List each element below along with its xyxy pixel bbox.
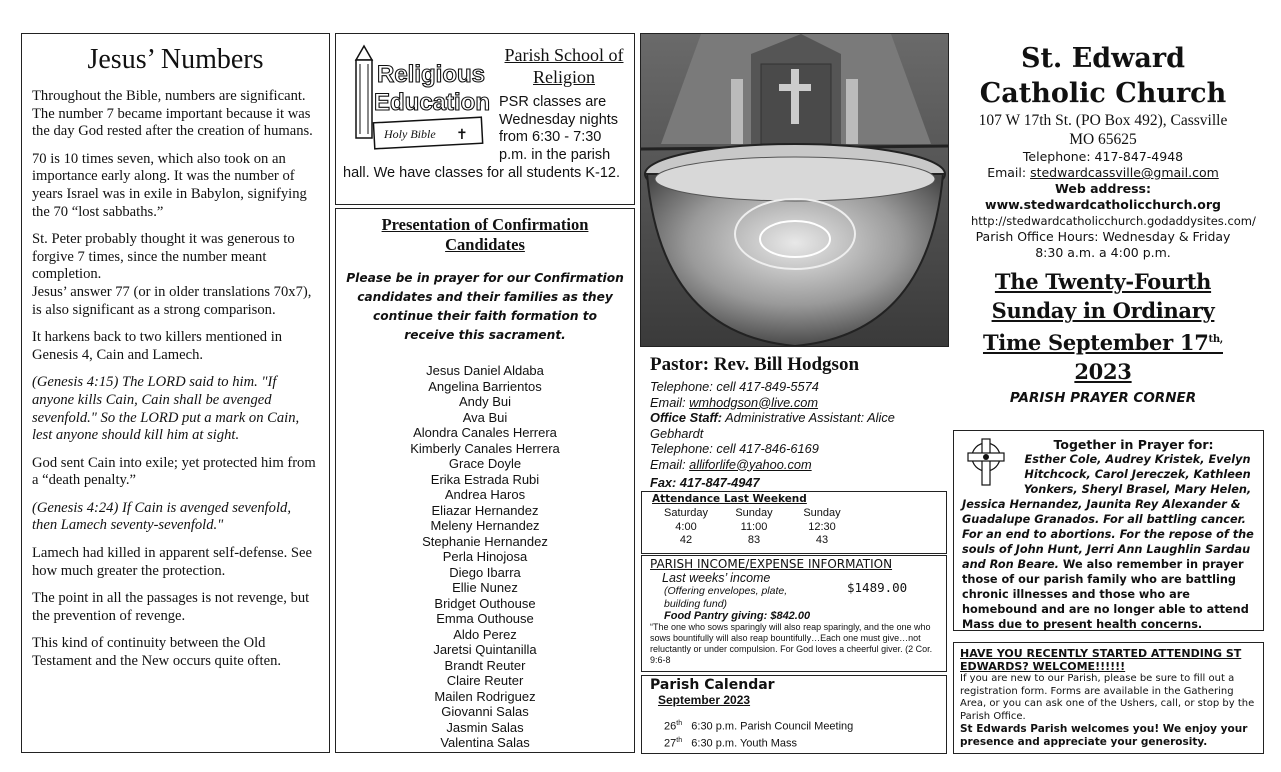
- confirmation-prayer: Please be in prayer for our Confirmation candidates and their families as they continue their faith formation to receive this sacrament.: [346, 271, 624, 342]
- cross-icon: [962, 437, 1010, 487]
- candidate-name: Meleny Hernandez: [430, 518, 540, 533]
- psr-schedule-cont: hall. We have classes for all students K-12.: [343, 165, 620, 181]
- candidate-name: Alondra Canales Herrera: [413, 425, 557, 440]
- jesus-numbers-article: [21, 33, 330, 753]
- scripture-quote: “The one who sows sparingly will also reap sparingly, and the one who sows bountifully will also reap bountifully…Each one must give…not reluctantly or under compulsion. For God loves a cheerful giver. (2 Cor. 9:6-8: [650, 622, 933, 665]
- staff-email-line: Email: alliforlife@yahoo.com: [650, 456, 812, 472]
- candidate-name: Jasmin Salas: [446, 719, 524, 735]
- article-paragraph: The point in all the passages is not revenge, but the prevention of revenge.: [32, 590, 310, 624]
- web-address-label: Web address:: [1055, 181, 1151, 196]
- office-staff: Office Staff: Administrative Assistant: Alice Gebhardt: [650, 410, 895, 441]
- candidate-name: Valentina Salas: [440, 735, 530, 750]
- candidate-name: Diego Ibarra: [449, 564, 521, 580]
- church-header: [953, 33, 1256, 429]
- web-address-link[interactable]: www.stedwardcatholicchurch.org: [985, 197, 1221, 212]
- pastor-contact: [640, 348, 949, 491]
- church-address: 107 W 17th St. (PO Box 492), Cassville MO 65625: [978, 112, 1228, 148]
- income-box: [641, 555, 947, 672]
- staff-phone: Telephone: cell 417-846-6169: [650, 441, 819, 456]
- church-name: St. Edward Catholic Church: [979, 43, 1227, 109]
- candidate-name: Jesus Daniel Aldaba: [426, 363, 544, 378]
- candidate-name: Angelina Barrientos: [428, 378, 542, 394]
- attendance-title: Attendance Last Weekend: [652, 493, 807, 505]
- office-hours: Parish Office Hours: Wednesday & Friday 8:30 a.m. a 4:00 p.m.: [975, 229, 1231, 260]
- candidate-name: Eliazar Hernandez: [431, 502, 539, 518]
- svg-text:Religious: Religious: [377, 61, 486, 88]
- article-paragraph: Throughout the Bible, numbers are significant. The number 7 became important because it was the day God rested after the creation of humans.: [32, 88, 313, 140]
- psr-notice: [335, 33, 635, 205]
- candidate-name: Emma Outhouse: [436, 611, 534, 626]
- candidate-name: Perla Hinojosa: [442, 549, 528, 564]
- income-note: (Offering envelopes, plate, building fund): [664, 585, 788, 610]
- article-title: Jesus’ Numbers: [87, 44, 264, 75]
- staff-email-link[interactable]: alliforlife@yahoo.com: [689, 456, 812, 472]
- attendance-col: Saturday 4:00 42: [663, 507, 709, 546]
- calendar-event: 26th 6:30 p.m. Parish Council Meeting: [664, 720, 854, 733]
- svg-text:Holy Bible: Holy Bible: [384, 127, 436, 141]
- candidate-name: Giovanni Salas: [441, 704, 529, 719]
- article-paragraph: God sent Cain into exile; yet protected him from a “death penalty.”: [32, 454, 316, 489]
- web-address-alt-link[interactable]: http://stedwardcatholicchurch.godaddysites.com/: [971, 214, 1256, 228]
- candidate-name: Grace Doyle: [448, 456, 522, 471]
- candidate-name: Erika Estrada Rubi: [430, 471, 540, 487]
- food-pantry-giving: Food Pantry giving: $842.00: [664, 610, 811, 622]
- income-title: PARISH INCOME/EXPENSE INFORMATION: [650, 557, 893, 571]
- church-email-link[interactable]: stedwardcassville@gmail.com: [1030, 165, 1219, 180]
- calendar-title: Parish Calendar: [650, 677, 775, 693]
- attendance-box: [641, 491, 947, 554]
- pastor-email-link[interactable]: wmhodgson@live.com: [689, 394, 819, 410]
- attendance-col: Sunday 12:30 43: [803, 507, 841, 546]
- svg-text:Education: Education: [374, 89, 491, 116]
- candidate-name: Andrea Haros: [444, 487, 526, 502]
- article-paragraph: St. Peter probably thought it was generous to forgive 7 times, since the number meant completion.: [32, 231, 295, 283]
- candidate-name: Aldo Perez: [453, 626, 517, 642]
- pastor-email-line: Email: wmhodgson@live.com: [650, 394, 819, 410]
- income-label: Last weeks’ income: [662, 571, 771, 585]
- religious-education-logo: [344, 42, 494, 152]
- calendar-month: September 2023: [658, 693, 751, 707]
- liturgical-date: The Twenty-Fourth Sunday in Ordinary Time September $17^{th,}$ 2023: [982, 269, 1223, 384]
- welcome-body: If you are new to our Parish, please be sure to fill out a registration form. Forms are available in the Gathering Area, or you can ask one of the Ushers, call, or stop by the Parish Office.: [960, 673, 1255, 722]
- svg-text:✝: ✝: [456, 127, 468, 143]
- prayer-corner-heading: PARISH PRAYER CORNER: [1009, 390, 1197, 406]
- church-email: Email: stedwardcassville@gmail.com: [987, 165, 1219, 180]
- fax-number: Fax: 417-847-4947: [650, 475, 760, 490]
- welcome-title: HAVE YOU RECENTLY STARTED ATTENDING ST EDWARDS? WELCOME!!!!!!: [960, 647, 1242, 673]
- candidate-list: [346, 363, 624, 751]
- article-paragraph: 70 is 10 times seven, which also took on an importance early along. It was the number of years Israel was in exile in Babylon, signifying the 70 “lost sabbaths.”: [32, 150, 307, 220]
- article-paragraph: Jesus’ answer 77 (or in older translations 70x7), is also significant as a strong comparison.: [32, 283, 312, 318]
- confirmation-title: Presentation of Confirmation Candidates: [381, 215, 589, 254]
- candidate-name: Jaretsi Quintanilla: [433, 642, 537, 657]
- prayer-title: Together in Prayer for:: [1053, 437, 1214, 452]
- pastor-phone: Telephone: cell 417-849-5574: [650, 379, 819, 394]
- baptismal-font-photo: [640, 33, 949, 347]
- candidate-name: Stephanie Hernandez: [422, 533, 548, 549]
- prayer-names: Esther Cole, Audrey Kristek, Evelyn Hitchcock, Carol Jereczek, Kathleen Yonkers, Sheryl Brasel, Mary Helen,: [1023, 453, 1252, 496]
- candidate-name: Ellie Nunez: [452, 580, 518, 595]
- candidate-name: Ava Bui: [462, 409, 508, 425]
- income-amount: $1489.00: [847, 580, 908, 595]
- psr-heading: Parish School of Religion: [504, 45, 624, 87]
- pastor-name: Pastor: Rev. Bill Hodgson: [650, 354, 860, 375]
- candidate-name: Bridget Outhouse: [434, 595, 536, 611]
- prayer-list: [953, 430, 1264, 631]
- candidate-name: Andy Bui: [458, 394, 512, 409]
- candidate-name: Claire Reuter: [446, 673, 524, 688]
- welcome-box: [953, 642, 1264, 754]
- article-quote: (Genesis 4:24) If Cain is avenged sevenfold, then Lamech seventy-sevenfold.": [32, 499, 291, 534]
- article-paragraph: Lamech had killed in apparent self-defense. See how much greater the protection.: [32, 545, 312, 579]
- attendance-col: Sunday 11:00 83: [735, 507, 773, 546]
- article-paragraph: It harkens back to two killers mentioned in Genesis 4, Cain and Lamech.: [32, 329, 283, 363]
- welcome-closing: St Edwards Parish welcomes you! We enjoy your presence and appreciate your generosity.: [960, 723, 1248, 748]
- psr-schedule: PSR classes are Wednesday nights from 6:30 - 7:30 p.m. in the parish: [499, 94, 619, 163]
- article-quote: (Genesis 4:15) The LORD said to him. "If anyone kills Cain, Cain shall be avenged sevenfold." So the LORD put a mark on Cain, lest anyone should kill him at sight.: [32, 374, 300, 444]
- confirmation-candidates: [335, 208, 635, 753]
- candidate-name: Kimberly Canales Herrera: [410, 440, 560, 456]
- prayer-intentions: Jessica Hernandez, Jaunita Rey Alexander & Guadalupe Granados. For all battling cancer. For an end to abortions. For the repose of the souls of John Hunt, Jerri Ann Laughlin Sardau and Ron Beare. We also remember in prayer those of our parish family who are battling chronic illnesses and those who are homebound and are no longer able to attend Mass due to present health concerns.: [962, 498, 1254, 631]
- calendar-event: 27th 6:30 p.m. Youth Mass: [664, 737, 798, 750]
- candidate-name: Mailen Rodriguez: [434, 688, 536, 704]
- candidate-name: Brandt Reuter: [444, 657, 526, 673]
- article-paragraph: This kind of continuity between the Old Testament and the New occurs quite often.: [32, 635, 282, 670]
- parish-calendar: [641, 675, 947, 754]
- church-telephone: Telephone: 417-847-4948: [1022, 149, 1184, 164]
